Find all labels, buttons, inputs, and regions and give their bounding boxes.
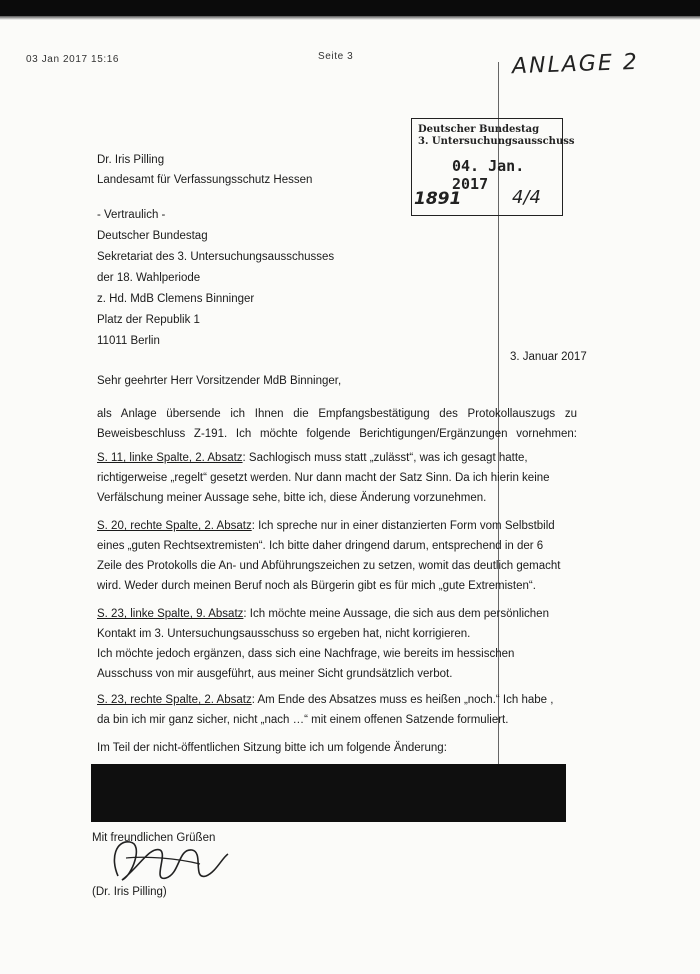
- page-reference: S. 20, rechte Spalte, 2. Absatz: [97, 520, 252, 532]
- stamp-date: 04. Jan. 2017: [452, 157, 525, 193]
- correction-text: Kontakt im 3. Untersuchungsausschuss so ergeben hat, nicht korrigieren.: [97, 628, 471, 640]
- correction-text: Ich möchte jedoch ergänzen, dass sich eine Nachfrage, wie bereits im hessischen: [97, 648, 515, 660]
- recipient-line: Sekretariat des 3. Untersuchungsausschusses: [97, 251, 335, 263]
- page-reference: S. 23, linke Spalte, 9. Absatz: [97, 608, 244, 620]
- correction-text: Zeile des Protokolls die An- und Abführungszeichen zu setzen, womit das deutlich gemacht: [97, 560, 561, 572]
- salutation: Sehr geehrter Herr Vorsitzender MdB Binninger,: [97, 375, 342, 387]
- page-reference: S. 11, linke Spalte, 2. Absatz: [97, 452, 243, 464]
- receipt-stamp: [411, 118, 575, 216]
- correction-text: wird. Weder durch meinen Beruf noch als Bürgerin gibt es für mich „gute Extremisten“.: [97, 580, 536, 592]
- recipient-line: Deutscher Bundestag: [97, 230, 208, 242]
- closing-phrase: Mit freundlichen Grüßen: [92, 832, 216, 844]
- correction-text: : Ich spreche nur in einer distanzierten Form vom Selbstbild: [251, 520, 555, 532]
- fax-page-number: Seite 3: [318, 51, 354, 62]
- correction-text: : Sachlogisch muss statt „zulässt“, was ich gesagt hatte,: [242, 452, 528, 464]
- correction-text: : Ich möchte meine Aussage, die sich aus dem persönlichen: [243, 608, 549, 620]
- recipient-address: [97, 205, 334, 352]
- sender-org: Landesamt für Verfassungsschutz Hessen: [97, 174, 313, 186]
- correction-4: [97, 690, 577, 730]
- correction-text: richtigerweise „regelt“ gesetzt werden. Nur dann macht der Satz Sinn. Da ich hierin keine: [97, 472, 550, 484]
- correction-1: [97, 448, 577, 508]
- stamp-number: 1891: [414, 189, 462, 209]
- correction-text: : Am Ende des Absatzes muss es heißen „noch.“ Ich habe ,: [251, 694, 554, 706]
- correction-2: [97, 516, 577, 596]
- sender-name: Dr. Iris Pilling: [97, 154, 165, 166]
- letter-date: 3. Januar 2017: [510, 351, 587, 363]
- page-reference: S. 23, rechte Spalte, 2. Absatz: [97, 694, 252, 706]
- intro-line: als Anlage übersende ich Ihnen die Empfangsbestätigung des Protokollauszugs zu: [97, 408, 577, 420]
- closing-request-text: Im Teil der nicht-öffentlichen Sitzung bitte ich um folgende Änderung:: [97, 742, 447, 754]
- closing-request: [97, 738, 577, 758]
- correction-text: Verfälschung meiner Aussage sehe, bitte ich, diese Änderung vorzunehmen.: [97, 492, 487, 504]
- stamp-line-2: 3. Untersuchungsausschuss: [418, 136, 575, 147]
- correction-text: da bin ich mir ganz sicher, nicht „nach …“ mit einem offenen Satzende formuliert.: [97, 714, 509, 726]
- recipient-line: z. Hd. MdB Clemens Binninger: [97, 293, 255, 305]
- redaction-block: [91, 764, 566, 822]
- intro-paragraph: [97, 404, 577, 444]
- stamp-initials: 4/4: [512, 187, 541, 208]
- recipient-line: der 18. Wahlperiode: [97, 272, 201, 284]
- correction-3: [97, 604, 577, 684]
- recipient-line: Platz der Republik 1: [97, 314, 200, 326]
- stamp-line-1: Deutscher Bundestag: [418, 124, 540, 135]
- fax-header-timestamp: 03 Jan 2017 15:16: [26, 54, 120, 65]
- confidential-label: - Vertraulich -: [97, 209, 166, 221]
- intro-line: Beweisbeschluss Z-191. Ich möchte folgende Berichtigungen/Ergänzungen vornehmen:: [97, 428, 577, 440]
- sender-block: [97, 150, 312, 190]
- anlage-annotation: ANLAGE 2: [511, 49, 640, 80]
- fax-top-bar: [0, 0, 700, 16]
- correction-text: Ausschuss von mir ausgeführt, aus meiner Sicht grundsätzlich verbot.: [97, 668, 453, 680]
- signer-name: (Dr. Iris Pilling): [92, 886, 167, 898]
- correction-text: eines „guten Rechtsextremisten“. Ich bitte daher dringend darum, entsprechend in der 6: [97, 540, 544, 552]
- recipient-line: 11011 Berlin: [97, 335, 160, 347]
